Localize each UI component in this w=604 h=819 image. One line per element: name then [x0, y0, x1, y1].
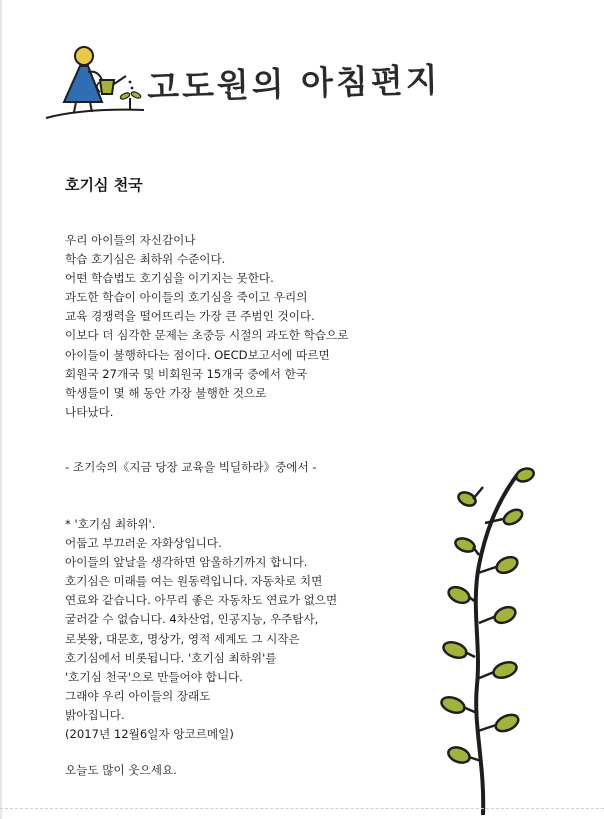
- commentary-line: 어둡고 부끄러운 자화상입니다.: [65, 536, 222, 551]
- commentary-line: 호기심에서 비롯됩니다. '호기심 최하위'를: [65, 650, 277, 665]
- commentary-line: 밝아집니다.: [65, 707, 125, 722]
- closing-line: 오늘도 많이 웃으세요.: [65, 763, 177, 777]
- excerpt-line: 어떤 학습법도 호기심을 이기지는 못한다.: [65, 271, 274, 286]
- commentary-line: * '호기심 최하위'.: [65, 517, 156, 531]
- excerpt-line: 회원국 27개국 및 비회원국 15개국 중에서 한국: [65, 366, 308, 381]
- excerpt-line: 교육 경쟁력을 떨어뜨리는 가장 큰 주범인 것이다.: [65, 309, 315, 324]
- excerpt-line: 학생들이 몇 해 동안 가장 불행한 것으로: [65, 385, 267, 400]
- excerpt-line: 이보다 더 심각한 문제는 초중등 시절의 과도한 학습으로: [65, 328, 349, 343]
- commentary-line: 로봇왕, 대문호, 명상가, 영적 세계도 그 시작은: [65, 631, 300, 646]
- excerpt-line: 아이들이 불행하다는 점이다. OECD보고서에 따르면: [65, 347, 330, 362]
- excerpt-line: 학습 호기심은 최하위 수준이다.: [65, 252, 226, 267]
- logo-title: 고도원의 아침편지: [146, 60, 442, 107]
- excerpt-line: 우리 아이들의 자신감이나: [65, 233, 196, 247]
- site-logo[interactable]: [44, 40, 442, 122]
- commentary-line: 그래야 우리 아이들의 장래도: [65, 688, 211, 703]
- commentary-line: (2017년 12월6일자 앙코르메일): [65, 727, 234, 742]
- commentary-line: 호기심은 미래를 여는 원동력입니다. 자동차로 치면: [65, 574, 323, 589]
- commentary-line: 굴러갈 수 없습니다. 4차산업, 인공지능, 우주탐사,: [65, 612, 319, 627]
- commentary-body: [65, 515, 337, 744]
- excerpt-body: [65, 231, 348, 422]
- commentary-line: '호기심 천국'으로 만들어야 합니다.: [65, 669, 243, 684]
- source-line: - 조기숙의《지금 당장 교육을 빅딜하라》중에서 -: [65, 460, 317, 474]
- page-bottom-divider: [0, 808, 604, 809]
- excerpt-line: 나타났다.: [65, 404, 114, 419]
- vine-plant-illustration: [425, 465, 545, 815]
- gardener-figure-icon: [44, 40, 154, 122]
- commentary-line: 연료와 같습니다. 아무리 좋은 자동차도 연료가 없으면: [65, 593, 338, 608]
- excerpt-line: 과도한 학습이 아이들의 호기심을 죽이고 우리의: [65, 290, 308, 305]
- source-citation: [65, 458, 317, 477]
- page-left-border: [0, 0, 2, 819]
- closing-greeting: [65, 761, 177, 780]
- letter-title: 호기심 천국: [65, 176, 143, 194]
- commentary-line: 아이들의 앞날을 생각하면 암울하기까지 합니다.: [65, 555, 308, 570]
